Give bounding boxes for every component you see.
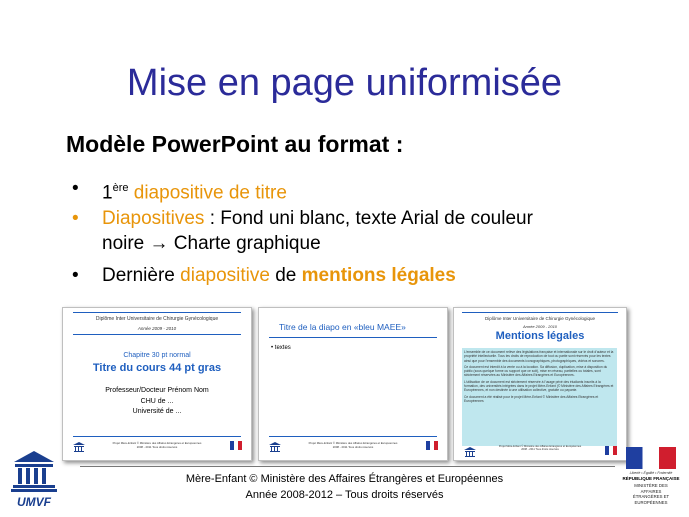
umvf-logo-small-icon [72, 441, 86, 453]
bullet-3-orange: diapositive [180, 265, 270, 286]
thumb1-course-title: Titre du cours 44 pt gras [92, 362, 222, 374]
flag-small-icon [230, 441, 242, 450]
flag-small-icon [426, 441, 438, 450]
thumb1-year: Année 2009 - 2010 [137, 326, 177, 331]
thumb3-footer: Projet Mère-Enfant © Ministère des Affaires Etrangères et Européennes 2008 - 2011 Tous droits réservés [498, 445, 582, 451]
bullet-2-line2: noire → Charte graphique [102, 233, 321, 254]
bullet-3-mid: de [269, 265, 302, 286]
thumbnail-title-slide [62, 307, 252, 461]
marianne-flag-icon [626, 447, 676, 469]
bullet-2-text: : Fond uni blanc, texte Arial de couleur [204, 208, 533, 229]
legal-p4: Ce document a été réalisé pour le projet Mère-Enfant © Ministère des Affaires Etrangères et Européennes [464, 394, 599, 403]
bullet-dot: • [72, 208, 79, 229]
umvf-logo [10, 448, 58, 510]
rf-motto: Liberté • Égalité • Fraternité [629, 471, 673, 475]
footer-line-2: Année 2008-2012 – Tous droits réservés [245, 489, 444, 501]
footer-line-1: Mère-Enfant © Ministère des Affaires Étrangères et Européennes [185, 473, 504, 485]
thumbnail-legal-slide [453, 307, 627, 461]
thumb3-year: Année 2009 - 2010 [522, 324, 558, 329]
republique-francaise-logo [620, 447, 682, 513]
slide-title: Mise en page uniformisée [126, 62, 563, 104]
thumb3-title: Mentions légales [495, 330, 585, 342]
thumb1-footer: Projet Mère-Enfant © Ministère des Affaires Etrangères et Européennes 2008 - 2011 Tous droits réservés [112, 441, 202, 449]
thumb1-chapter: Chapitre 30 pt normal [123, 352, 191, 359]
legal-notice-box [462, 348, 617, 446]
umvf-logo-small-icon [268, 441, 282, 453]
bullet-2-orange: Diapositives [102, 208, 205, 229]
legal-p3: L'utilisation de ce document est strictement réservée à l'usage privé des étudiants inscrits à la formation, des universités intégrées dans le projet Mère-Enfant (© Ministère des Affaires Etrangères et Européennes, et non destinée à une utilisation collective, gratuite ou payante. [464, 379, 614, 393]
legal-p1: L'ensemble de ce document relève des législations française et internationale sur le droit d'auteur et la propriété intellectuelle. Tous les droits de reproduction de tout ou partie sont réservés pour les textes ainsi que pour l'ensemble des documents iconographiques, photographiques, vidéos et sonores. [464, 350, 614, 363]
umvf-building-icon [10, 448, 58, 494]
thumb1-univ: Université de ... [132, 408, 182, 415]
thumb1-chu: CHU de ... [140, 398, 174, 405]
thumbnail-content-slide [258, 307, 448, 461]
slide-subtitle: Modèle PowerPoint au format : [66, 131, 404, 157]
legal-p2: Ce document est interdit à la vente ou à la location. Sa diffusion, duplication, mise à disposition du public (sous quelque forme ou support que ce soit), mise en réseau, partielles ou totales, sont strictement réservées au Ministère des Affaires Etrangères et Européennes. [464, 364, 608, 378]
bullet-1-sup: ère [112, 182, 129, 194]
footer-divider [80, 466, 615, 467]
umvf-logo-text: UMVF [17, 495, 51, 509]
thumb2-bullet: • textes [271, 345, 291, 351]
rf-name: RÉPUBLIQUE FRANÇAISE [622, 476, 680, 481]
thumb1-header: Diplôme Inter Universitaire de Chirurgie Gynécologique [95, 316, 219, 322]
thumb2-footer: Projet Mère-Enfant © Ministère des Affaires Etrangères et Européennes 2008 - 2011 Tous droits réservés [308, 441, 398, 449]
ministry-name: MINISTÈRE DES AFFAIRES ÉTRANGÈRES ET EUROPÉENNES [632, 483, 670, 505]
bullet-dot: • [72, 265, 79, 286]
thumb1-teacher: Professeur/Docteur Prénom Nom [105, 387, 209, 394]
thumb2-title: Titre de la diapo en «bleu MAEE» [279, 322, 406, 332]
umvf-logo-small-icon [463, 446, 477, 458]
bullet-1-text: diapositive de titre [133, 182, 287, 204]
thumb3-header: Diplôme Inter Universitaire de Chirurgie Gynécologique [484, 316, 596, 321]
thumb2-bullet-text: textes [274, 345, 291, 351]
bullet-1-number: 1 [102, 182, 113, 204]
bullet-3-orange-bold: mentions légales [301, 265, 456, 286]
bullet-dot: • [72, 178, 79, 199]
bullet-3-pre: Dernière [102, 265, 181, 286]
flag-small-icon [605, 446, 617, 455]
